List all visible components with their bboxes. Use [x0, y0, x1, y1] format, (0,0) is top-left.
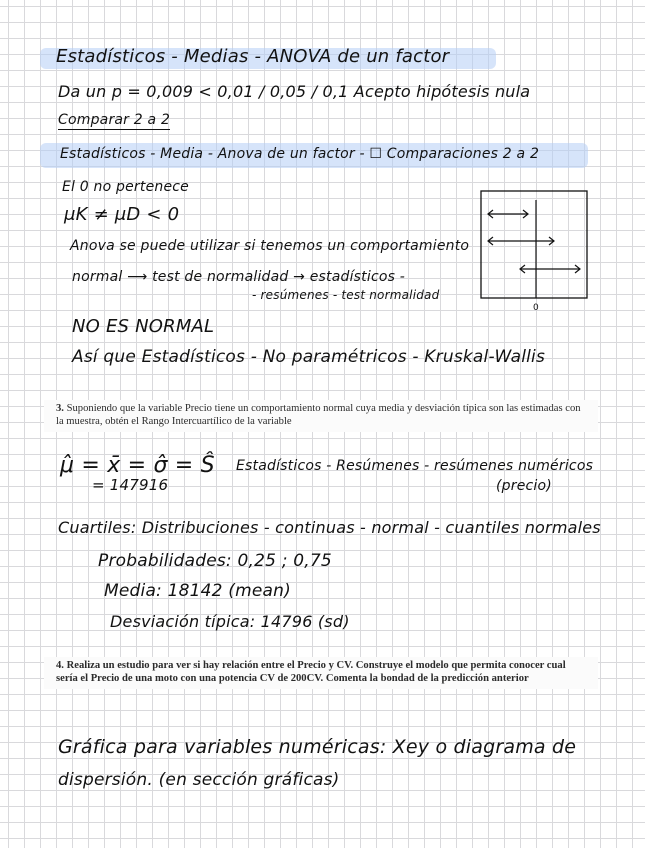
note-probabilities: Probabilidades: 0,25 ; 0,75	[98, 551, 332, 571]
note-normality-path: - resúmenes - test normalidad	[252, 288, 440, 302]
note-mean: Media: 18142 (mean)	[104, 581, 291, 601]
question-3-text: Suponiendo que la variable Precio tiene un comportamiento normal cuya media y desviación típica son las estimadas con la muestra, obtén el Rango Intercuartílico de la variable	[56, 403, 581, 427]
note-resumenes-path: Estadísticos - Resúmenes - resúmenes numéricos	[236, 458, 594, 474]
question-3	[44, 400, 598, 432]
note-kruskal-wallis: Así que Estadísticos - No paramétricos - Kruskal-Wallis	[72, 347, 546, 367]
note-not-normal: NO ES NORMAL	[72, 316, 215, 337]
note-zero: El 0 no pertenece	[62, 179, 189, 195]
note-precio: (precio)	[496, 478, 552, 494]
note-graph-type: Gráfica para variables numéricas: Xey o diagrama de	[58, 736, 577, 758]
note-estimate-value: = 147916	[92, 476, 169, 494]
question-4-number: 4.	[56, 660, 64, 671]
question-4	[44, 657, 598, 689]
diagram-frame	[481, 191, 587, 298]
note-title: Estadísticos - Medias - ANOVA de un factor	[56, 46, 450, 67]
note-compare-heading: Comparar 2 a 2	[58, 112, 171, 128]
note-anova-usage: Anova se puede utilizar si tenemos un comportamiento	[70, 238, 470, 254]
note-graph-section: dispersión. (en sección gráficas)	[58, 770, 340, 790]
note-quartiles: Cuartiles: Distribuciones - continuas - normal - cuantiles normales	[58, 518, 601, 537]
note-p-value: Da un p = 0,009 < 0,01 / 0,05 / 0,1 Acepto hipótesis nula	[58, 82, 531, 101]
interval-diagram	[480, 190, 590, 312]
note-anova-path: Estadísticos - Media - Anova de un factor - ☐ Comparaciones 2 a 2	[60, 146, 540, 162]
note-mu-inequality: μK ≠ μD < 0	[64, 204, 180, 225]
note-std-dev: Desviación típica: 14796 (sd)	[110, 612, 350, 631]
question-4-text: Realiza un estudio para ver si hay relación entre el Precio y CV. Construye el modelo que permita conocer cual sería el Precio de una moto con una potencia CV de 200CV. Comenta la bondad de la predicción anterior	[56, 660, 566, 684]
question-3-number: 3.	[56, 403, 64, 414]
diagram-zero-label: 0	[533, 303, 539, 313]
note-estimators: μ̂ = x̄ = σ̂ = Ŝ	[60, 453, 215, 478]
note-normality-test: normal ⟶ test de normalidad → estadísticos -	[72, 269, 406, 285]
